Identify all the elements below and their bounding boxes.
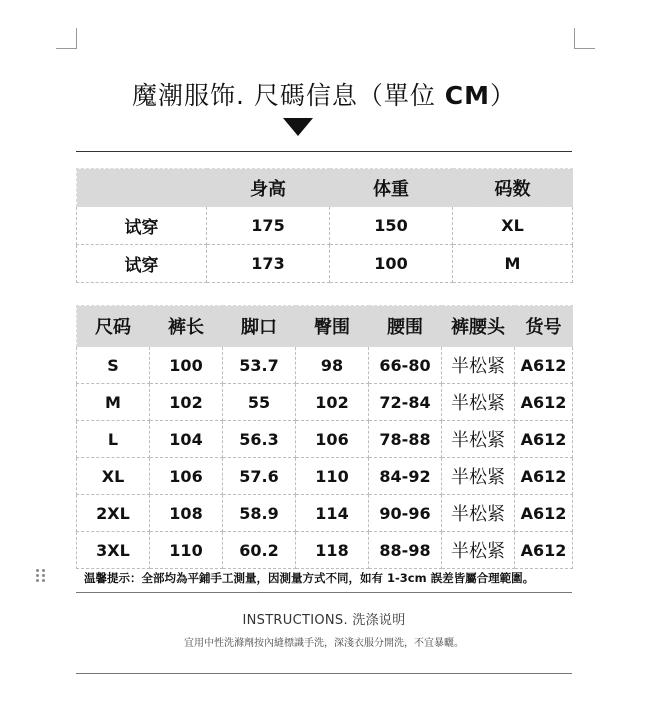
- size-cell: 半松紧: [442, 458, 515, 495]
- size-row: [77, 532, 573, 569]
- size-row: [77, 495, 573, 532]
- drag-handle-icon[interactable]: [36, 569, 46, 583]
- size-header-cell: 脚口: [223, 306, 296, 347]
- size-cell: A612: [515, 384, 573, 421]
- fitting-row: [77, 245, 573, 283]
- fitting-header-cell: 码数: [453, 169, 573, 207]
- size-header-cell: 臀围: [296, 306, 369, 347]
- fitting-cell: 试穿: [77, 207, 207, 245]
- fitting-cell: M: [453, 245, 573, 283]
- size-cell: A612: [515, 532, 573, 569]
- size-row: [77, 458, 573, 495]
- size-cell: 118: [296, 532, 369, 569]
- size-cell: S: [77, 347, 150, 384]
- instructions-title: INSTRUCTIONS. 洗涤说明: [242, 613, 406, 628]
- size-cell: 半松紧: [442, 347, 515, 384]
- size-cell: 110: [296, 458, 369, 495]
- divider-middle: [76, 592, 572, 593]
- fitting-table: [76, 168, 573, 283]
- size-cell: 半松紧: [442, 421, 515, 458]
- size-row: [77, 421, 573, 458]
- size-cell: 106: [296, 421, 369, 458]
- size-cell: 102: [150, 384, 223, 421]
- size-cell: 114: [296, 495, 369, 532]
- size-cell: 3XL: [77, 532, 150, 569]
- size-cell: 66-80: [369, 347, 442, 384]
- size-cell: A612: [515, 458, 573, 495]
- size-cell: 半松紧: [442, 384, 515, 421]
- size-cell: 半松紧: [442, 495, 515, 532]
- size-table: [76, 305, 573, 569]
- size-cell: 55: [223, 384, 296, 421]
- size-cell: 56.3: [223, 421, 296, 458]
- fitting-cell: 100: [330, 245, 453, 283]
- size-cell: 57.6: [223, 458, 296, 495]
- instructions-text: 宜用中性洗滌劑按內縫標識手洗，深淺衣服分開洗，不宜暴曬。: [184, 638, 464, 649]
- page-corner-mark-top-right: [574, 28, 595, 49]
- size-cell: A612: [515, 421, 573, 458]
- size-cell: L: [77, 421, 150, 458]
- size-cell: 90-96: [369, 495, 442, 532]
- size-cell: 72-84: [369, 384, 442, 421]
- size-cell: XL: [77, 458, 150, 495]
- size-row: [77, 347, 573, 384]
- fitting-header-cell: 身高: [207, 169, 330, 207]
- fitting-cell: 173: [207, 245, 330, 283]
- title-unit: CM: [444, 81, 491, 110]
- fitting-cell: XL: [453, 207, 573, 245]
- size-cell: 88-98: [369, 532, 442, 569]
- divider-bottom: [76, 673, 572, 674]
- size-cell: 53.7: [223, 347, 296, 384]
- size-cell: 110: [150, 532, 223, 569]
- size-cell: 98: [296, 347, 369, 384]
- fitting-cell: 试穿: [77, 245, 207, 283]
- size-cell: 104: [150, 421, 223, 458]
- size-row: [77, 384, 573, 421]
- size-cell: A612: [515, 495, 573, 532]
- size-cell: 2XL: [77, 495, 150, 532]
- fitting-header-cell: 体重: [330, 169, 453, 207]
- size-cell: 106: [150, 458, 223, 495]
- size-cell: M: [77, 384, 150, 421]
- fitting-header-row: [77, 169, 573, 207]
- size-cell: 半松紧: [442, 532, 515, 569]
- down-triangle-icon: [283, 118, 313, 136]
- measurement-note: 温馨提示：全部均為平鋪手工測量，因測量方式不同，如有 1-3cm 誤差皆屬合理範圍。: [84, 571, 535, 585]
- size-cell: 102: [296, 384, 369, 421]
- divider-top: [76, 151, 572, 152]
- size-cell: 58.9: [223, 495, 296, 532]
- size-header-cell: 腰围: [369, 306, 442, 347]
- size-cell: 60.2: [223, 532, 296, 569]
- size-cell: 100: [150, 347, 223, 384]
- size-header-cell: 货号: [515, 306, 573, 347]
- fitting-header-cell: [77, 169, 207, 207]
- page-corner-mark-top-left: [56, 28, 77, 49]
- title-text: 魔潮服饰. 尺碼信息（單位: [131, 81, 445, 110]
- size-header-cell: 裤长: [150, 306, 223, 347]
- size-cell: 108: [150, 495, 223, 532]
- title-close: ）: [490, 81, 517, 110]
- fitting-cell: 150: [330, 207, 453, 245]
- size-header-cell: 裤腰头: [442, 306, 515, 347]
- size-cell: 78-88: [369, 421, 442, 458]
- page-title: [0, 76, 648, 112]
- size-header-cell: 尺码: [77, 306, 150, 347]
- size-cell: 84-92: [369, 458, 442, 495]
- fitting-row: [77, 207, 573, 245]
- fitting-cell: 175: [207, 207, 330, 245]
- size-header-row: [77, 306, 573, 347]
- size-cell: A612: [515, 347, 573, 384]
